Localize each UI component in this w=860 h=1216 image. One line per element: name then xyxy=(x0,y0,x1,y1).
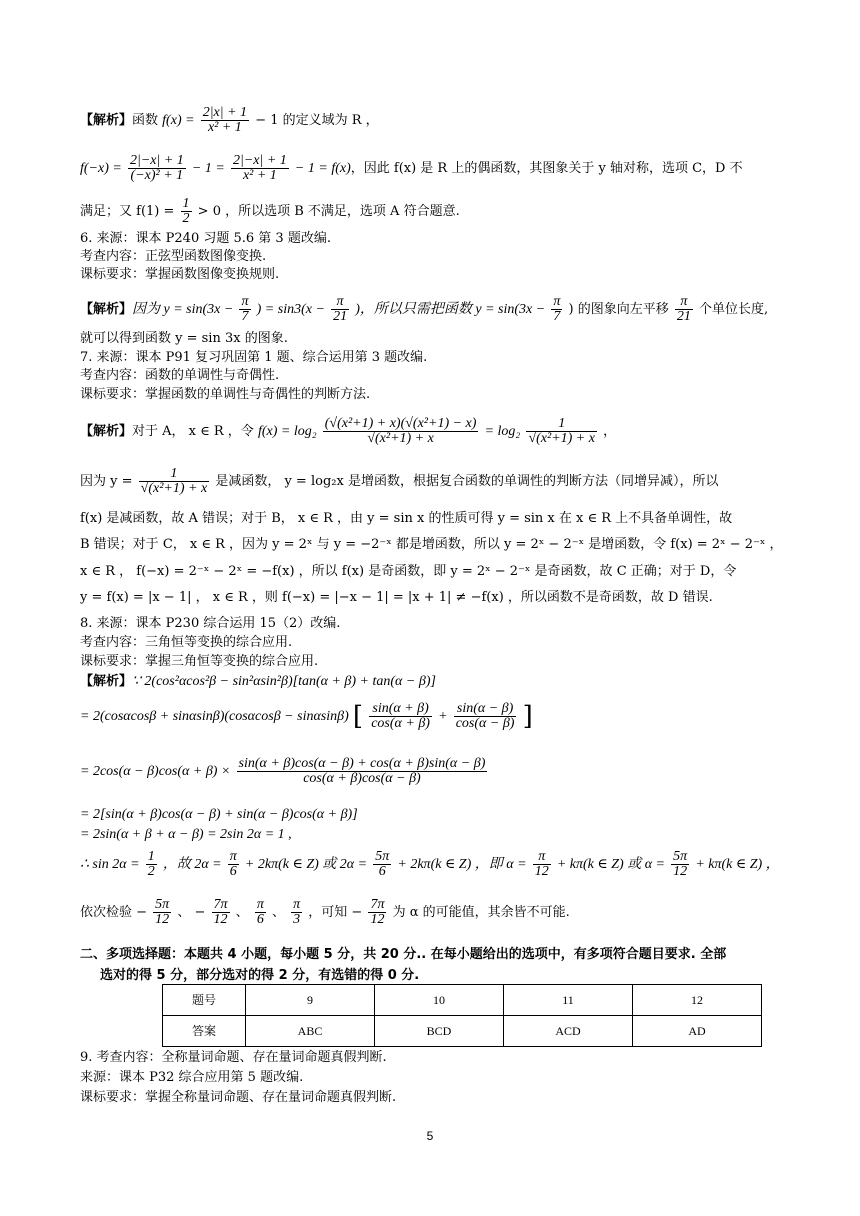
fraction xyxy=(368,898,386,927)
denominator: cos(α − β) xyxy=(455,716,515,731)
math: ∴ sin 2α = xyxy=(80,857,140,872)
denominator: 7 xyxy=(553,309,561,324)
denominator: 21 xyxy=(333,309,348,324)
fraction xyxy=(201,106,249,135)
q7-requirement: 课标要求：掌握函数的单调性与奇偶性的判断方法. xyxy=(80,387,371,402)
q6-requirement: 课标要求：掌握函数图像变换规则. xyxy=(80,267,280,282)
math: + xyxy=(438,709,448,724)
math: ∵ 2(cos²αcos²β − sin²αsin²β)[tan(α + β) + tan(α − β)] xyxy=(132,674,436,689)
denominator: √(x²+1) + x xyxy=(528,431,595,446)
denominator: x² + 1 xyxy=(242,168,277,183)
q7-solution-line-1 xyxy=(80,417,616,446)
text: 、 xyxy=(271,905,285,920)
q7-solution-line-3: f(x) 是减函数，故 A 错误；对于 B， x ∈ R ，由 y = sin x 的性质可得 y = sin x 在 x ∈ R 上不具备单调性，故 xyxy=(80,511,733,526)
denominator: 12 xyxy=(673,864,688,879)
denominator: 6 xyxy=(229,864,237,879)
q8-solution-line-7 xyxy=(80,898,570,927)
denominator: 7 xyxy=(241,309,249,324)
table-cell: ACD xyxy=(504,1016,633,1047)
q8-content: 考查内容：三角恒等变换的综合应用. xyxy=(80,635,293,650)
numerator: π xyxy=(675,295,693,310)
denominator: √(x²+1) + x xyxy=(367,431,434,446)
q6-solution-line-2: 就可以得到函数 y = sin 3x 的图象. xyxy=(80,331,288,346)
denominator: cos(α + β)cos(α − β) xyxy=(303,771,421,786)
numerator: 2|−x| + 1 xyxy=(232,153,287,168)
math: = 2sin(α + β + α − β) = 2sin 2α = 1 , xyxy=(80,827,292,842)
fraction xyxy=(369,702,432,731)
solution-tag: 【解析】 xyxy=(80,113,133,128)
math: + kπ(k ∈ Z) 或 α = xyxy=(556,857,666,872)
solution-tag: 【解析】 xyxy=(80,424,133,439)
q5-solution-line-3 xyxy=(80,197,460,226)
fraction xyxy=(291,898,302,927)
numerator: 2|x| + 1 xyxy=(202,105,248,120)
q7-content: 考查内容：函数的单调性与奇偶性. xyxy=(80,368,280,383)
q6-solution-line-1 xyxy=(80,295,768,324)
text: 是减函数， y = log₂x 是增函数，根据复合函数的单调性的判断方法（同增异减），所以 xyxy=(215,474,719,489)
numerator: 2|−x| + 1 xyxy=(129,153,184,168)
q8-solution-line-3 xyxy=(80,757,489,786)
numerator: 5π xyxy=(673,849,688,864)
numerator: π xyxy=(331,295,349,310)
q8-solution-line-1 xyxy=(80,675,436,689)
numerator: π xyxy=(256,897,264,912)
page-number: 5 xyxy=(426,1129,434,1143)
fraction xyxy=(239,295,250,324)
text: > 0 ，所以选项 B 不满足，选项 A 符合题意. xyxy=(197,204,460,219)
q8-solution-line-5 xyxy=(80,828,292,842)
denominator: 2 xyxy=(182,211,190,226)
q9-source: 来源：课本 P32 综合应用第 5 题改编. xyxy=(80,1070,304,1085)
q8-solution-line-6 xyxy=(80,850,780,879)
q9-content: 9. 考查内容：全称量词命题、存在量词命题真假判断. xyxy=(80,1050,387,1065)
text: 、 − xyxy=(177,905,206,920)
fraction xyxy=(228,850,239,879)
denominator: 3 xyxy=(293,912,301,927)
text: 对于 A， x ∈ R ，令 xyxy=(132,424,254,439)
q6-source: 6. 来源：课本 P240 习题 5.6 第 3 题改编. xyxy=(80,231,331,246)
text: 因为 y = xyxy=(80,474,133,489)
section-2-heading-line-1: 二、多项选择题：本题共 4 小题，每小题 5 分，共 20 分.. 在每小题给出的选项中，有多项符合题目要求. 全部 xyxy=(80,947,727,962)
denominator: 2 xyxy=(147,864,155,879)
section-2-heading-line-2: 选对的得 5 分，部分选对的得 2 分，有选错的得 0 分. xyxy=(100,968,420,983)
denominator: 12 xyxy=(155,912,170,927)
fraction xyxy=(255,898,266,927)
math: = 2cos(α − β)cos(α + β) × xyxy=(80,764,231,779)
numerator: π xyxy=(533,850,551,865)
q8-solution-line-4 xyxy=(80,808,358,822)
fraction xyxy=(323,417,479,446)
table-cell: 12 xyxy=(633,985,762,1016)
numerator: π xyxy=(553,294,561,309)
denominator: √(x²+1) + x xyxy=(140,481,208,496)
table-cell: BCD xyxy=(375,1016,504,1047)
numerator: 5π xyxy=(155,897,170,912)
bracket-open: [ xyxy=(352,701,364,732)
math: 因为 y = sin(3x − xyxy=(132,302,234,317)
fraction xyxy=(146,850,157,879)
text: 、 xyxy=(235,905,249,920)
table-cell: 9 xyxy=(246,985,375,1016)
q7-solution-line-2 xyxy=(80,467,718,496)
numerator: 7π xyxy=(370,897,385,912)
text: 为 α 的可能值，其余皆不可能. xyxy=(392,905,570,920)
q8-source: 8. 来源：课本 P230 综合运用 15（2）改编. xyxy=(80,616,341,631)
denominator: 21 xyxy=(676,309,691,324)
q9-requirement: 课标要求：掌握全称量词命题、存在量词命题真假判断. xyxy=(80,1090,397,1105)
text: ， xyxy=(603,424,617,439)
q6-content: 考查内容：正弦型函数图像变换. xyxy=(80,249,267,264)
text: 依次检验 − xyxy=(80,905,148,920)
q8-solution-line-2 xyxy=(80,702,533,731)
math: ) = sin3(x − xyxy=(256,302,325,317)
numerator: π xyxy=(229,849,237,864)
math: f(x) = log₂ xyxy=(257,424,317,439)
fraction xyxy=(139,467,210,496)
table-cell: 10 xyxy=(375,985,504,1016)
math: = log₂ xyxy=(484,424,521,439)
table-cell: ABC xyxy=(246,1016,375,1047)
math: − 1 = xyxy=(191,161,225,176)
numerator: sin(α + β)cos(α − β) + cos(α + β)sin(α − β) xyxy=(238,756,486,771)
q7-solution-line-5: x ∈ R ， f(−x) = 2⁻ˣ − 2ˣ = −f(x) ，所以 f(x) 是奇函数，即 y = 2ˣ − 2⁻ˣ 是奇函数，故 C 正确；对于 D，令 xyxy=(80,564,737,579)
denominator: cos(α + β) xyxy=(371,716,430,731)
q7-solution-line-4: B 错误；对于 C， x ∈ R ，因为 y = 2ˣ 与 y = −2⁻ˣ 都是增函数，所以 y = 2ˣ − 2⁻ˣ 是增函数，令 f(x) = 2ˣ − 2⁻ˣ ， xyxy=(80,537,783,552)
denominator: 6 xyxy=(256,912,264,927)
numerator: 1 xyxy=(526,417,597,432)
math: )，所以只需把函数 y = sin(3x − xyxy=(355,302,546,317)
text: 函数 xyxy=(132,113,159,128)
denominator: (−x)² + 1 xyxy=(130,168,184,183)
math: = 2(cosαcosβ + sinαsinβ)(cosαcosβ − sinαsinβ) xyxy=(80,709,349,724)
text: ，因此 f(x) 是 R 上的偶函数，其图象关于 y 轴对称，选项 C，D 不 xyxy=(350,161,743,176)
denominator: 12 xyxy=(213,912,228,927)
denominator: 6 xyxy=(378,864,386,879)
denominator: 12 xyxy=(370,912,385,927)
math: − 1 = f(x) xyxy=(294,161,351,176)
answer-table xyxy=(162,984,762,1047)
bracket-close: ] xyxy=(522,701,533,732)
fraction xyxy=(128,154,186,183)
fraction xyxy=(671,850,689,879)
text: − 1 的定义域为 R ， xyxy=(255,113,379,128)
fraction xyxy=(331,295,349,324)
fraction xyxy=(454,702,517,731)
fraction xyxy=(181,197,192,226)
fraction xyxy=(675,295,693,324)
table-cell: AD xyxy=(633,1016,762,1047)
text: ) 的图象向左平移 xyxy=(568,302,669,317)
numerator: sin(α − β) xyxy=(454,702,517,717)
fraction xyxy=(231,154,289,183)
q8-requirement: 课标要求：掌握三角恒等变换的综合应用. xyxy=(80,654,319,669)
numerator: 5π xyxy=(375,849,390,864)
q5-solution-line-2 xyxy=(80,154,743,183)
solution-tag: 【解析】 xyxy=(80,674,133,689)
numerator: 1 xyxy=(182,196,190,211)
text: 满足；又 f(1) = xyxy=(80,204,175,219)
numerator: 7π xyxy=(213,897,228,912)
numerator: sin(α + β) xyxy=(369,702,432,717)
table-header-cell: 题号 xyxy=(163,985,246,1016)
math: + kπ(k ∈ Z) ， xyxy=(695,857,780,872)
numerator: (√(x²+1) + x)(√(x²+1) − x) xyxy=(324,416,477,431)
math: + 2kπ(k ∈ Z) ，即 α = xyxy=(397,857,527,872)
q7-solution-line-6: y = f(x) = |x − 1| ， x ∈ R ，则 f(−x) = |−x − 1| = |x + 1| ≠ −f(x) ，所以函数不是奇函数，故 D 错误. xyxy=(80,590,713,605)
numerator: 1 xyxy=(139,467,210,482)
solution-tag: 【解析】 xyxy=(80,302,133,317)
numerator: 1 xyxy=(147,849,155,864)
fraction xyxy=(551,295,562,324)
math: ，故 2α = xyxy=(162,857,222,872)
table-row xyxy=(163,985,762,1016)
table-header-cell: 答案 xyxy=(163,1016,246,1047)
text: ，可知 − xyxy=(308,905,363,920)
numerator: π xyxy=(241,294,249,309)
table-cell: 11 xyxy=(504,985,633,1016)
math: + 2kπ(k ∈ Z) 或 2α = xyxy=(244,857,368,872)
math: f(x) = xyxy=(162,113,195,128)
fraction xyxy=(526,417,597,446)
fraction xyxy=(533,850,551,879)
fraction xyxy=(237,757,488,786)
fraction xyxy=(373,850,391,879)
math: = 2[sin(α + β)cos(α − β) + sin(α − β)cos(α + β)] xyxy=(80,807,358,822)
math: f(−x) = xyxy=(80,161,122,176)
text: 个单位长度, xyxy=(698,302,769,317)
fraction xyxy=(153,898,171,927)
q5-solution-line-1 xyxy=(80,106,379,135)
q7-source: 7. 来源：课本 P91 复习巩固第 1 题、综合运用第 3 题改编. xyxy=(80,350,428,365)
table-row xyxy=(163,1016,762,1047)
numerator: π xyxy=(293,897,301,912)
denominator: 12 xyxy=(534,864,549,879)
denominator: x² + 1 xyxy=(207,120,242,135)
fraction xyxy=(212,898,230,927)
